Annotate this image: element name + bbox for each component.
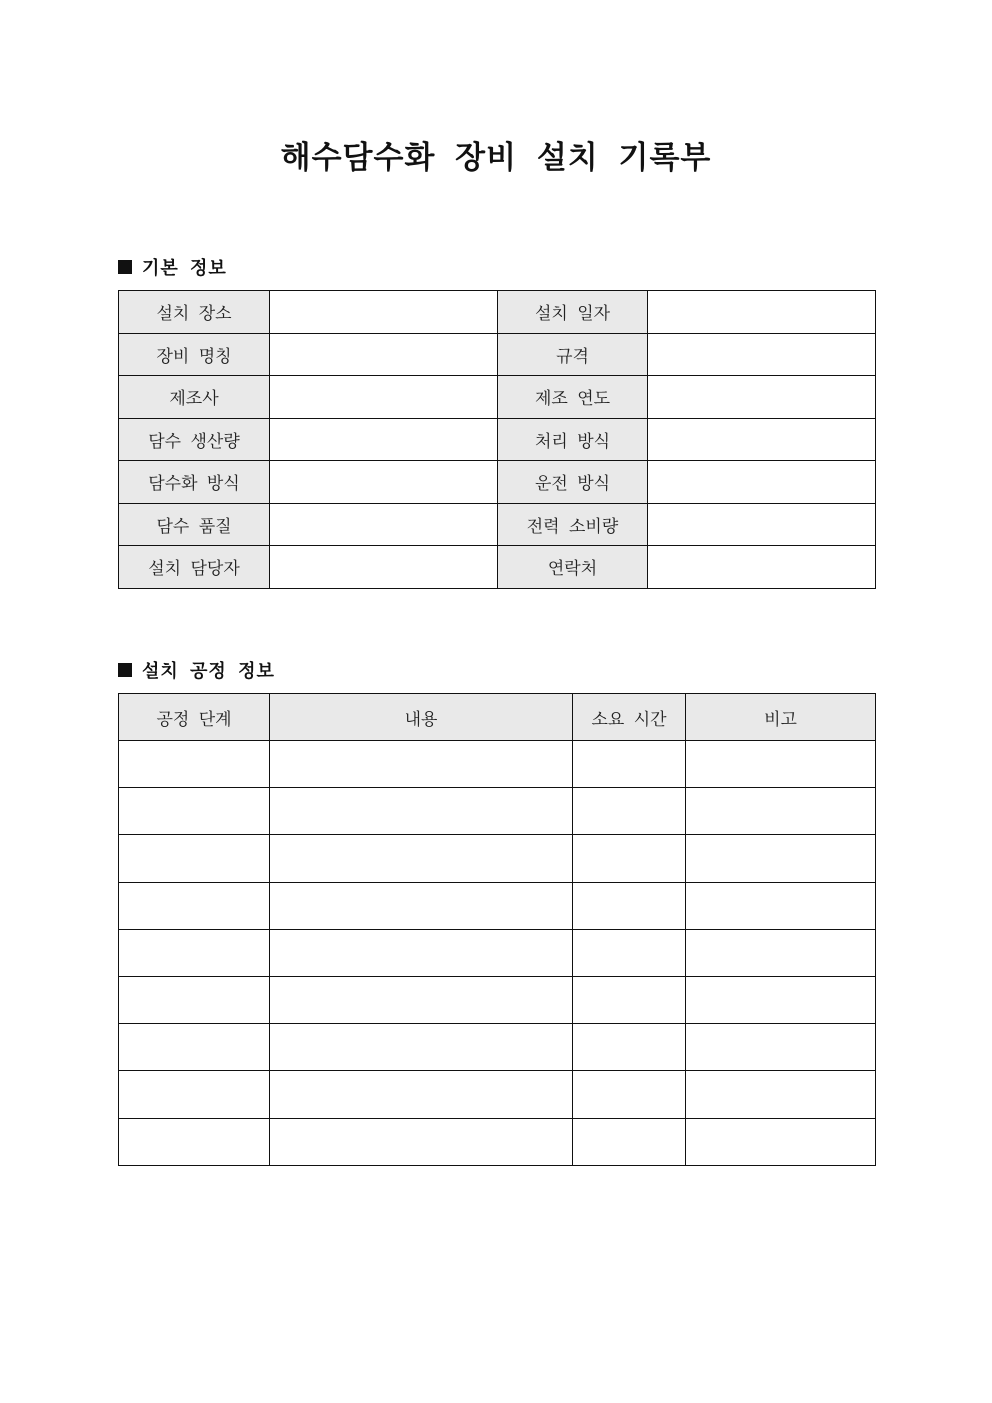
field-value-input[interactable]: [270, 503, 498, 546]
field-label: 담수 품질: [119, 503, 270, 546]
remarks-cell[interactable]: [686, 1118, 876, 1165]
remarks-cell[interactable]: [686, 1071, 876, 1118]
remarks-cell[interactable]: [686, 741, 876, 788]
step-cell[interactable]: [119, 788, 270, 835]
table-row: [119, 929, 876, 976]
field-value-input[interactable]: [648, 503, 876, 546]
field-value-input[interactable]: [648, 333, 876, 376]
field-label: 설치 담당자: [119, 546, 270, 589]
field-label: 장비 명칭: [119, 333, 270, 376]
field-value-input[interactable]: [270, 376, 498, 419]
remarks-cell[interactable]: [686, 1024, 876, 1071]
table-row: [119, 882, 876, 929]
field-label: 설치 장소: [119, 291, 270, 334]
table-row: [119, 1118, 876, 1165]
field-label: 처리 방식: [498, 418, 648, 461]
field-value-input[interactable]: [270, 333, 498, 376]
content-cell[interactable]: [270, 929, 573, 976]
field-label: 담수화 방식: [119, 461, 270, 504]
duration-cell[interactable]: [573, 788, 686, 835]
process-info-table: [118, 693, 876, 1166]
duration-cell[interactable]: [573, 835, 686, 882]
content-cell[interactable]: [270, 835, 573, 882]
field-label: 설치 일자: [498, 291, 648, 334]
field-label: 제조사: [119, 376, 270, 419]
content-cell[interactable]: [270, 788, 573, 835]
step-cell[interactable]: [119, 741, 270, 788]
field-label: 담수 생산량: [119, 418, 270, 461]
duration-cell[interactable]: [573, 1071, 686, 1118]
duration-cell[interactable]: [573, 882, 686, 929]
field-value-input[interactable]: [648, 291, 876, 334]
column-header-step: 공정 단계: [119, 694, 270, 741]
step-cell[interactable]: [119, 882, 270, 929]
table-row: [119, 1024, 876, 1071]
step-cell[interactable]: [119, 835, 270, 882]
field-label: 연락처: [498, 546, 648, 589]
duration-cell[interactable]: [573, 741, 686, 788]
content-cell[interactable]: [270, 741, 573, 788]
duration-cell[interactable]: [573, 976, 686, 1023]
field-value-input[interactable]: [270, 418, 498, 461]
table-row: [119, 1071, 876, 1118]
table-row: [119, 835, 876, 882]
remarks-cell[interactable]: [686, 882, 876, 929]
step-cell[interactable]: [119, 929, 270, 976]
table-row: [119, 333, 876, 376]
column-header-remarks: 비고: [686, 694, 876, 741]
section-heading-process-info: [118, 657, 275, 683]
field-value-input[interactable]: [270, 461, 498, 504]
remarks-cell[interactable]: [686, 976, 876, 1023]
content-cell[interactable]: [270, 1071, 573, 1118]
table-row: [119, 461, 876, 504]
field-label: 운전 방식: [498, 461, 648, 504]
content-cell[interactable]: [270, 882, 573, 929]
step-cell[interactable]: [119, 1071, 270, 1118]
step-cell[interactable]: [119, 1118, 270, 1165]
field-label: 제조 연도: [498, 376, 648, 419]
field-label: 전력 소비량: [498, 503, 648, 546]
table-row: [119, 788, 876, 835]
table-header-row: [119, 694, 876, 741]
duration-cell[interactable]: [573, 1118, 686, 1165]
step-cell[interactable]: [119, 1024, 270, 1071]
step-cell[interactable]: [119, 976, 270, 1023]
duration-cell[interactable]: [573, 929, 686, 976]
document-title: 해수담수화 장비 설치 기록부: [280, 140, 712, 176]
black-square-bullet-icon: [118, 260, 132, 274]
table-row: [119, 546, 876, 589]
field-value-input[interactable]: [270, 546, 498, 589]
field-value-input[interactable]: [648, 418, 876, 461]
content-cell[interactable]: [270, 1024, 573, 1071]
remarks-cell[interactable]: [686, 835, 876, 882]
column-header-duration: 소요 시간: [573, 694, 686, 741]
column-header-content: 내용: [270, 694, 573, 741]
content-cell[interactable]: [270, 976, 573, 1023]
table-row: [119, 291, 876, 334]
remarks-cell[interactable]: [686, 929, 876, 976]
content-cell[interactable]: [270, 1118, 573, 1165]
table-row: [119, 503, 876, 546]
duration-cell[interactable]: [573, 1024, 686, 1071]
table-row: [119, 741, 876, 788]
black-square-bullet-icon: [118, 663, 132, 677]
remarks-cell[interactable]: [686, 788, 876, 835]
field-value-input[interactable]: [270, 291, 498, 334]
section-heading-label: 설치 공정 정보: [142, 661, 275, 682]
field-value-input[interactable]: [648, 546, 876, 589]
field-value-input[interactable]: [648, 376, 876, 419]
table-row: [119, 376, 876, 419]
section-heading-label: 기본 정보: [142, 258, 227, 279]
field-label: 규격: [498, 333, 648, 376]
section-heading-basic-info: [118, 254, 227, 280]
table-row: [119, 976, 876, 1023]
table-row: [119, 418, 876, 461]
field-value-input[interactable]: [648, 461, 876, 504]
basic-info-table: [118, 290, 876, 589]
